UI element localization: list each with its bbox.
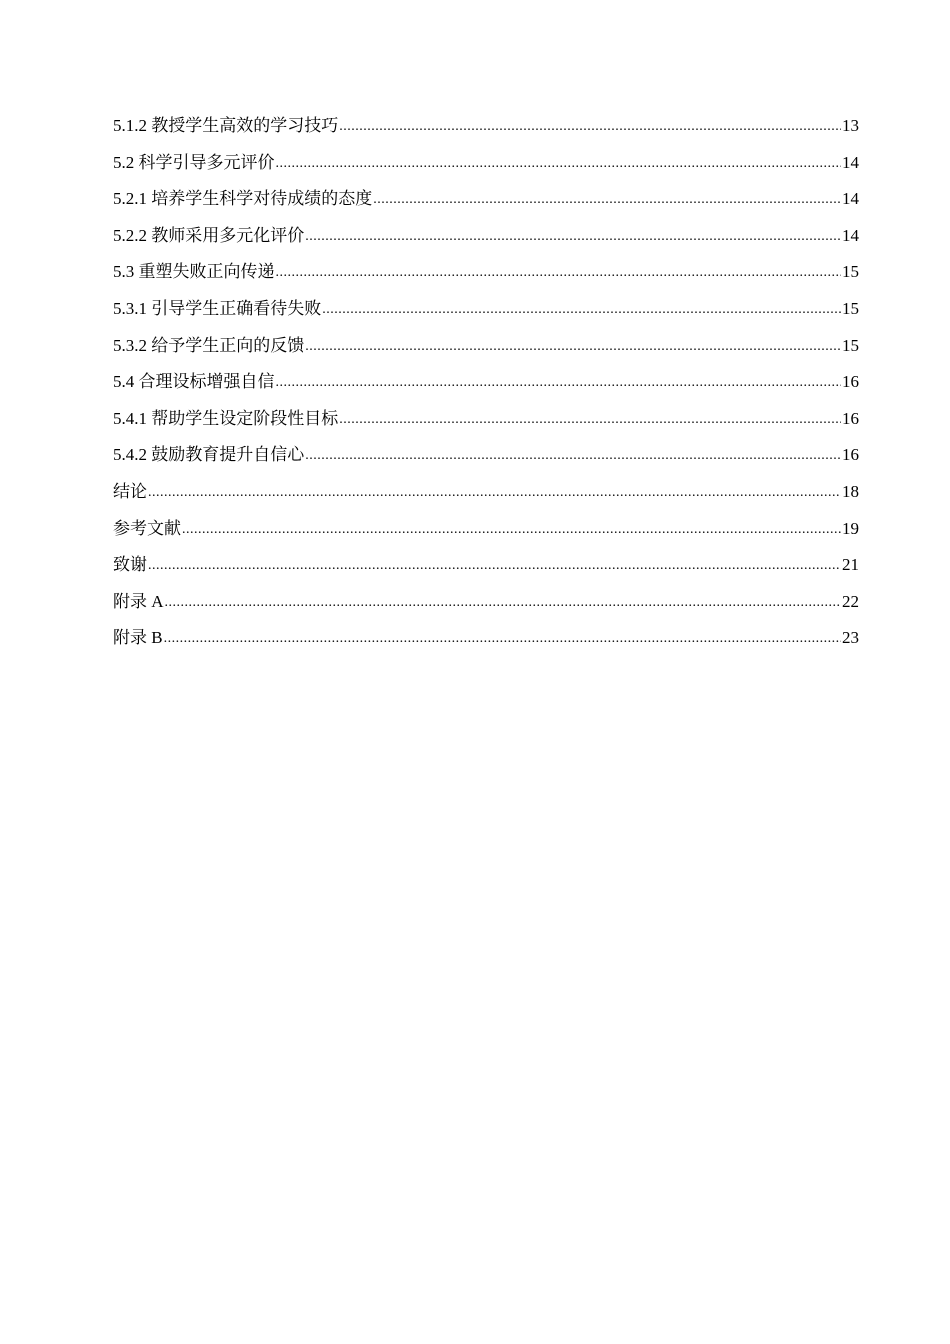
toc-entry[interactable]: [113, 515, 859, 552]
toc-entry[interactable]: [113, 112, 859, 149]
toc-dot-leader: [182, 514, 841, 544]
toc-entry-page: 13: [842, 116, 859, 135]
toc-entry[interactable]: [113, 295, 859, 332]
toc-dot-leader: [276, 148, 842, 178]
toc-entry-title: 附录 A: [113, 591, 164, 611]
toc-entry-title: 结论: [113, 481, 147, 501]
toc-entry-title: 5.3 重塑失败正向传递: [113, 262, 275, 282]
toc-dot-leader: [276, 257, 842, 287]
toc-dot-leader: [305, 221, 841, 251]
toc-dot-leader: [305, 440, 841, 470]
toc-entry[interactable]: [113, 551, 859, 588]
toc-entry-page: 19: [842, 518, 859, 538]
toc-dot-leader: [165, 587, 841, 617]
toc-entry[interactable]: [113, 222, 859, 259]
toc-dot-leader: [339, 404, 841, 434]
toc-entry[interactable]: [113, 368, 859, 405]
toc-entry-page: 14: [842, 225, 859, 245]
toc-entry-title: 参考文献: [113, 518, 181, 538]
toc-entry[interactable]: [113, 258, 859, 295]
toc-entry-page: 21: [842, 555, 859, 575]
toc-entry-page: 16: [842, 445, 859, 465]
toc-dot-leader: [373, 184, 841, 214]
toc-entry-page: 18: [842, 481, 859, 501]
toc-entry[interactable]: [113, 441, 859, 478]
toc-entry-page: 14: [842, 152, 859, 172]
toc-entry-page: 14: [842, 189, 859, 209]
toc-entry-title: 5.4 合理设标增强自信: [113, 372, 275, 392]
toc-entry-title: 5.4.2 鼓励教育提升自信心: [113, 445, 305, 465]
toc-entry-page: 16: [842, 408, 859, 428]
toc-entry-title: 致谢: [113, 555, 147, 575]
toc-entry-title: 附录 B: [113, 628, 163, 648]
toc-entry-page: 15: [842, 298, 859, 318]
toc-entry[interactable]: [113, 185, 859, 222]
toc-entry-page: 15: [842, 335, 859, 355]
toc-dot-leader: [148, 550, 841, 580]
toc-entry-title: 5.2 科学引导多元评价: [113, 152, 275, 172]
toc-entry-page: 15: [842, 262, 859, 282]
toc-entry[interactable]: [113, 624, 859, 661]
toc-entry[interactable]: [113, 588, 859, 625]
toc-entry[interactable]: [113, 405, 859, 442]
toc-entry-title: 5.3.1 引导学生正确看待失败: [113, 298, 322, 318]
toc-entry-title: 5.1.2 教授学生高效的学习技巧: [113, 116, 339, 135]
toc-entry-title: 5.4.1 帮助学生设定阶段性目标: [113, 408, 339, 428]
toc-entry-page: 16: [842, 372, 859, 392]
toc-entry-title: 5.3.2 给予学生正向的反馈: [113, 335, 305, 355]
toc-entry-title: 5.2.1 培养学生科学对待成绩的态度: [113, 189, 373, 209]
toc-dot-leader: [164, 623, 841, 653]
toc-entry[interactable]: [113, 332, 859, 369]
toc-dot-leader: [305, 331, 841, 361]
toc-dot-leader: [148, 477, 841, 507]
toc-entry[interactable]: [113, 149, 859, 186]
toc-entry-page: 22: [842, 591, 859, 611]
toc-entry-title: 5.2.2 教师采用多元化评价: [113, 225, 305, 245]
toc-entry[interactable]: [113, 478, 859, 515]
toc-dot-leader: [322, 294, 841, 324]
table-of-contents: [113, 112, 859, 661]
toc-dot-leader: [339, 111, 841, 141]
toc-dot-leader: [276, 367, 842, 397]
toc-entry-page: 23: [842, 628, 859, 648]
